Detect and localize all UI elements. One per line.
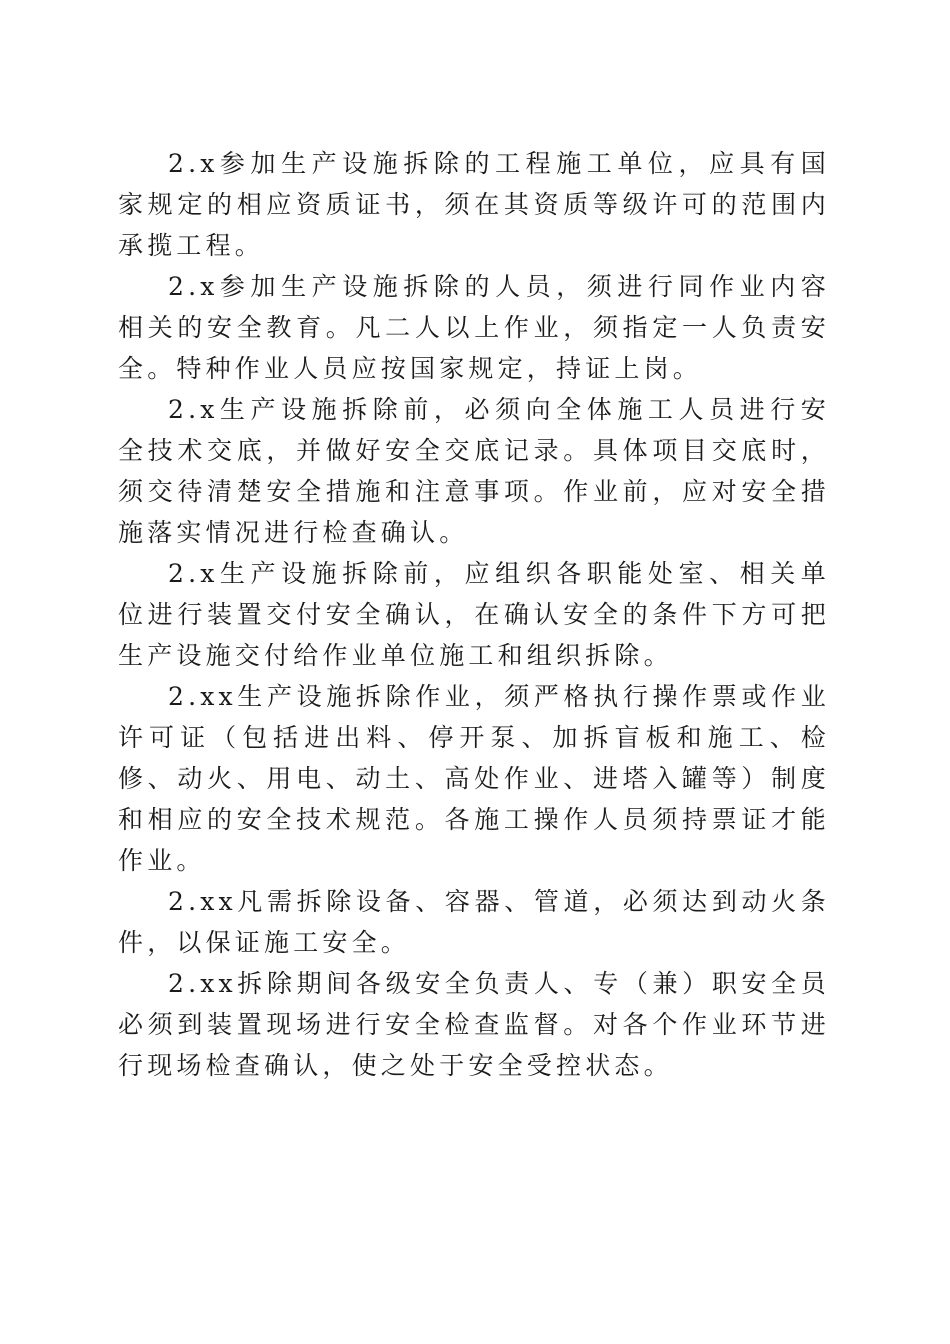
paragraph-qualification: 2.x参加生产设施拆除的工程施工单位，应具有国家规定的相应资质证书，须在其资质等级许可的范围内承揽工程。 [118,149,830,260]
paragraph-handover-confirmation: 2.x生产设施拆除前，应组织各职能处室、相关单位进行装置交付安全确认，在确认安全的条件下方可把生产设施交付给作业单位施工和组织拆除。 [118,559,830,670]
paragraph-safety-briefing: 2.x生产设施拆除前，必须向全体施工人员进行安全技术交底，并做好安全交底记录。具体项目交底时，须交待清楚安全措施和注意事项。作业前，应对安全措施落实情况进行检查确认。 [118,395,830,547]
paragraph-supervision: 2.xx拆除期间各级安全负责人、专（兼）职安全员必须到装置现场进行安全检查监督。对各个作业环节进行现场检查确认，使之处于安全受控状态。 [118,969,830,1080]
document-body [118,143,830,1086]
paragraph-hot-work-conditions: 2.xx凡需拆除设备、容器、管道，必须达到动火条件，以保证施工安全。 [118,887,830,957]
paragraph-work-permit: 2.xx生产设施拆除作业，须严格执行操作票或作业许可证（包括进出料、停开泵、加拆盲板和施工、检修、动火、用电、动土、高处作业、进塔入罐等）制度和相应的安全技术规范。各施工操作人员须持票证才能作业。 [118,682,830,875]
paragraph-safety-education: 2.x参加生产设施拆除的人员，须进行同作业内容相关的安全教育。凡二人以上作业，须指定一人负责安全。特种作业人员应按国家规定，持证上岗。 [118,272,830,383]
